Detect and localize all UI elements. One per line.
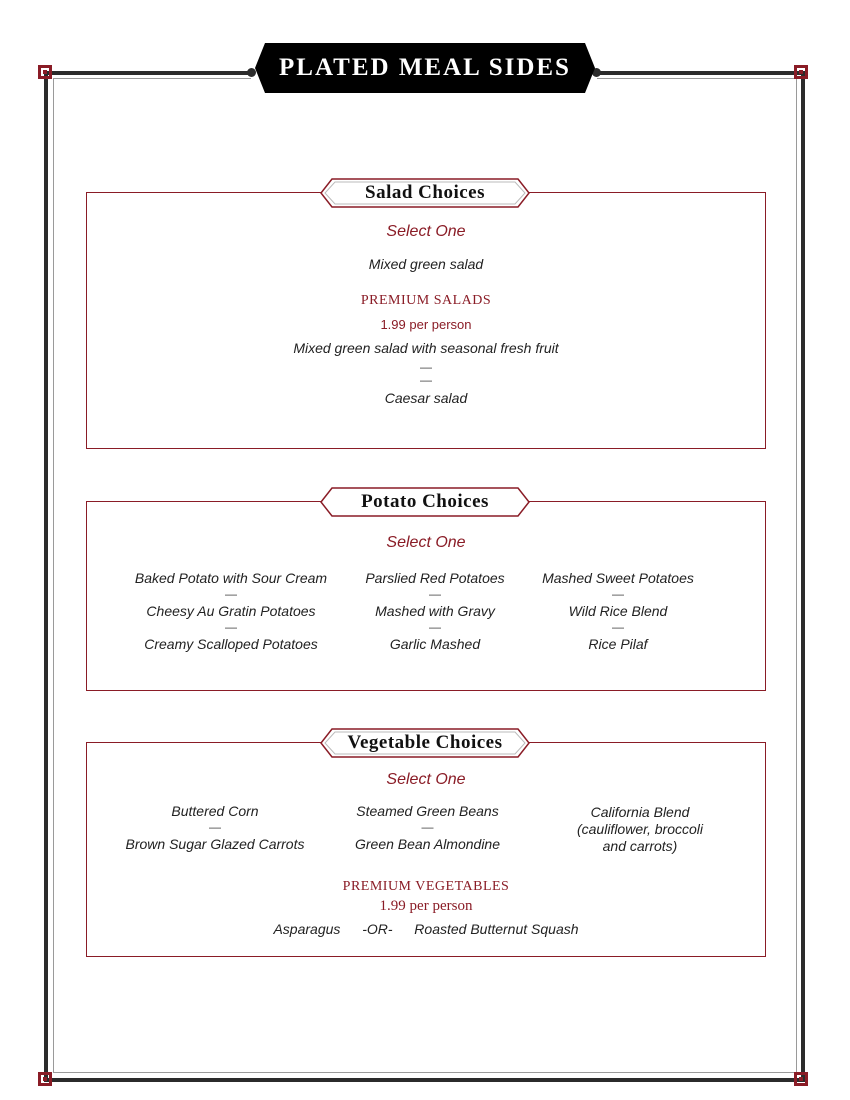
potato-separator: — bbox=[429, 620, 441, 634]
salad-separator: — bbox=[420, 373, 432, 387]
salad-standard-item: Mixed green salad bbox=[368, 256, 484, 272]
frame-left bbox=[44, 71, 48, 1081]
page-title: PLATED MEAL SIDES bbox=[279, 54, 571, 81]
potato-item: Parslied Red Potatoes bbox=[365, 570, 505, 586]
salad-select-one: Select One bbox=[386, 223, 466, 240]
premium-vegetable-item: Asparagus bbox=[273, 921, 341, 937]
frame-top-right bbox=[597, 71, 804, 75]
potato-item: Mashed with Gravy bbox=[375, 603, 495, 619]
premium-vegetables-price: 1.99 per person bbox=[379, 898, 473, 914]
potato-item: Creamy Scalloped Potatoes bbox=[144, 636, 318, 652]
corner-ornament-bottom-left bbox=[38, 1072, 52, 1086]
vegetable-item: Brown Sugar Glazed Carrots bbox=[125, 836, 305, 852]
vegetable-column-3 bbox=[555, 804, 725, 855]
premium-salads-price: 1.99 per person bbox=[380, 317, 472, 332]
frame-right-inner bbox=[796, 78, 797, 1073]
vegetable-item-detail: and carrots) bbox=[602, 838, 678, 854]
vegetable-column-2 bbox=[335, 803, 520, 853]
potato-heading: Potato Choices bbox=[361, 491, 489, 512]
premium-vegetables-line bbox=[86, 921, 766, 937]
salad-separator: — bbox=[420, 360, 432, 374]
premium-vegetables-heading: PREMIUM VEGETABLES bbox=[342, 879, 510, 894]
potato-column-1 bbox=[116, 570, 346, 653]
vegetable-heading-tab bbox=[320, 728, 530, 758]
potato-item: Baked Potato with Sour Cream bbox=[134, 570, 328, 586]
potato-item: Rice Pilaf bbox=[588, 636, 648, 652]
potato-column-3 bbox=[528, 570, 708, 653]
vegetable-item-detail: (cauliflower, broccoli bbox=[576, 821, 704, 837]
potato-separator: — bbox=[429, 587, 441, 601]
premium-salads-heading: PREMIUM SALADS bbox=[360, 293, 492, 308]
premium-vegetable-item: Roasted Butternut Squash bbox=[414, 921, 579, 937]
potato-separator: — bbox=[612, 587, 624, 601]
salad-heading-tab bbox=[320, 178, 530, 208]
frame-top-right-inner bbox=[597, 78, 796, 79]
corner-ornament-top-left bbox=[38, 65, 52, 79]
vegetable-heading: Vegetable Choices bbox=[347, 732, 503, 753]
vegetable-separator: — bbox=[209, 820, 221, 834]
frame-top-left-inner bbox=[54, 78, 251, 79]
vegetable-separator: — bbox=[421, 820, 434, 834]
frame-left-inner bbox=[53, 78, 54, 1073]
potato-column-2 bbox=[345, 570, 525, 653]
potato-separator: — bbox=[225, 620, 237, 634]
potato-item: Garlic Mashed bbox=[389, 636, 481, 652]
frame-right bbox=[801, 71, 805, 1081]
vegetable-column-1 bbox=[110, 803, 320, 853]
potato-heading-tab bbox=[320, 487, 530, 517]
corner-ornament-top-right bbox=[794, 65, 808, 79]
premium-salad-item: Caesar salad bbox=[384, 390, 468, 406]
salad-heading: Salad Choices bbox=[365, 182, 485, 203]
potato-item: Mashed Sweet Potatoes bbox=[542, 570, 694, 586]
potato-item: Cheesy Au Gratin Potatoes bbox=[146, 603, 316, 619]
vegetable-item: Steamed Green Beans bbox=[356, 803, 499, 819]
frame-bottom-inner bbox=[53, 1072, 797, 1073]
potato-select-one: Select One bbox=[386, 534, 466, 551]
vegetable-item: Green Bean Almondine bbox=[354, 836, 501, 852]
premium-salad-item: Mixed green salad with seasonal fresh fruit bbox=[293, 340, 559, 356]
vegetable-select-one: Select One bbox=[386, 771, 466, 788]
or-separator: -OR- bbox=[362, 921, 393, 937]
frame-bottom bbox=[44, 1078, 805, 1082]
title-banner bbox=[255, 43, 595, 93]
potato-item: Wild Rice Blend bbox=[568, 603, 668, 619]
vegetable-item: California Blend bbox=[590, 804, 690, 820]
vegetable-item: Buttered Corn bbox=[171, 803, 259, 819]
corner-ornament-bottom-right bbox=[794, 1072, 808, 1086]
frame-top-left bbox=[46, 71, 251, 75]
potato-separator: — bbox=[612, 620, 624, 634]
potato-separator: — bbox=[225, 587, 237, 601]
